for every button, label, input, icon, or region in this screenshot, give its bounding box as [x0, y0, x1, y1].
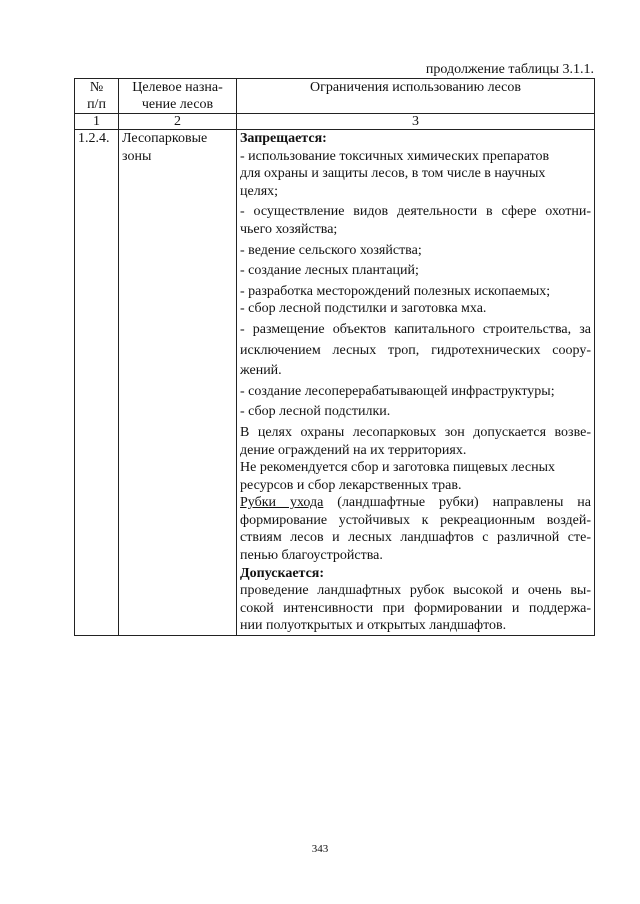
restriction-line: - создание лесных плантаций;: [240, 263, 419, 279]
table-row: [75, 130, 595, 636]
header-number-line1: №: [89, 80, 104, 95]
restriction-line: дение ограждений на их территориях.: [240, 442, 467, 458]
thinning-rest: (ландшафтные рубки) направлены на: [323, 495, 592, 511]
restriction-line: - ведение сельского хозяйства;: [240, 242, 422, 258]
restriction-line: - использование токсичных химических препаратов: [240, 148, 550, 164]
restriction-line: Не рекомендуется сбор и заготовка пищевых лесных: [240, 460, 555, 476]
row-number-cell: 1.2.4.: [75, 130, 119, 636]
thinning-term: Рубки ухода: [240, 495, 324, 511]
restriction-line: сокой интенсивности при формировании и поддержа-: [240, 600, 591, 616]
restriction-line: проведение ландшафтных рубок высокой и очень вы-: [240, 583, 591, 599]
restriction-line: ствиям лесов и лесных ландшафтов с различной сте-: [240, 530, 591, 546]
header-purpose-line1: Целевое назна-: [132, 80, 223, 95]
restriction-line: исключением лесных троп, гидротехнических соору-: [240, 342, 591, 358]
row-restrictions-cell: [237, 130, 595, 636]
prohibited-heading: Запрещается:: [240, 131, 327, 146]
restriction-line: - осуществление видов деятельности в сфере охотни-: [240, 204, 591, 220]
header-purpose-line2: чение лесов: [141, 97, 214, 112]
column-number-3: 3: [237, 114, 595, 130]
column-number-1: 1: [75, 114, 119, 130]
header-restrictions-cell: Ограничения использованию лесов: [237, 79, 595, 114]
restriction-line: - размещение объектов капитального строительства, за: [240, 321, 591, 337]
row-purpose-cell: [119, 130, 237, 636]
header-purpose-cell: [119, 79, 237, 114]
restriction-line: жений.: [240, 363, 282, 379]
header-number-line2: п/п: [87, 97, 106, 112]
restriction-line: чьего хозяйства;: [240, 221, 338, 237]
restriction-line: - сбор лесной подстилки.: [240, 404, 391, 420]
header-number-cell: [75, 79, 119, 114]
purpose-line2: зоны: [122, 148, 152, 164]
page-number: 343: [311, 843, 329, 855]
permitted-heading: Допускается:: [240, 565, 325, 581]
restriction-line: В целях охраны лесопарковых зон допускается возве-: [240, 424, 591, 440]
restriction-line: нии полуоткрытых и открытых ландшафтов.: [240, 618, 507, 634]
restriction-line: пенью благоустройства.: [240, 548, 383, 564]
purpose-line1: Лесопарковые: [122, 131, 208, 146]
restriction-line: - создание лесоперерабатывающей инфраструктуры;: [240, 383, 555, 399]
table-header-row: [75, 79, 595, 114]
thinning-line: [240, 494, 591, 512]
restriction-line: - разработка месторождений полезных ископаемых;: [240, 283, 551, 299]
restrictions-table: [74, 78, 595, 636]
restriction-line: ресурсов и сбор лекарственных трав.: [240, 477, 462, 493]
restriction-line: целях;: [240, 183, 279, 199]
restriction-line: формирование устойчивых к рекреационным воздей-: [240, 512, 591, 528]
column-number-2: 2: [119, 114, 237, 130]
table-continuation-caption: продолжение таблицы 3.1.1.: [425, 62, 594, 77]
column-number-row: [75, 114, 595, 130]
restriction-line: - сбор лесной подстилки и заготовка мха.: [240, 301, 487, 317]
restriction-line: для охраны и защиты лесов, в том числе в научных: [240, 166, 546, 182]
